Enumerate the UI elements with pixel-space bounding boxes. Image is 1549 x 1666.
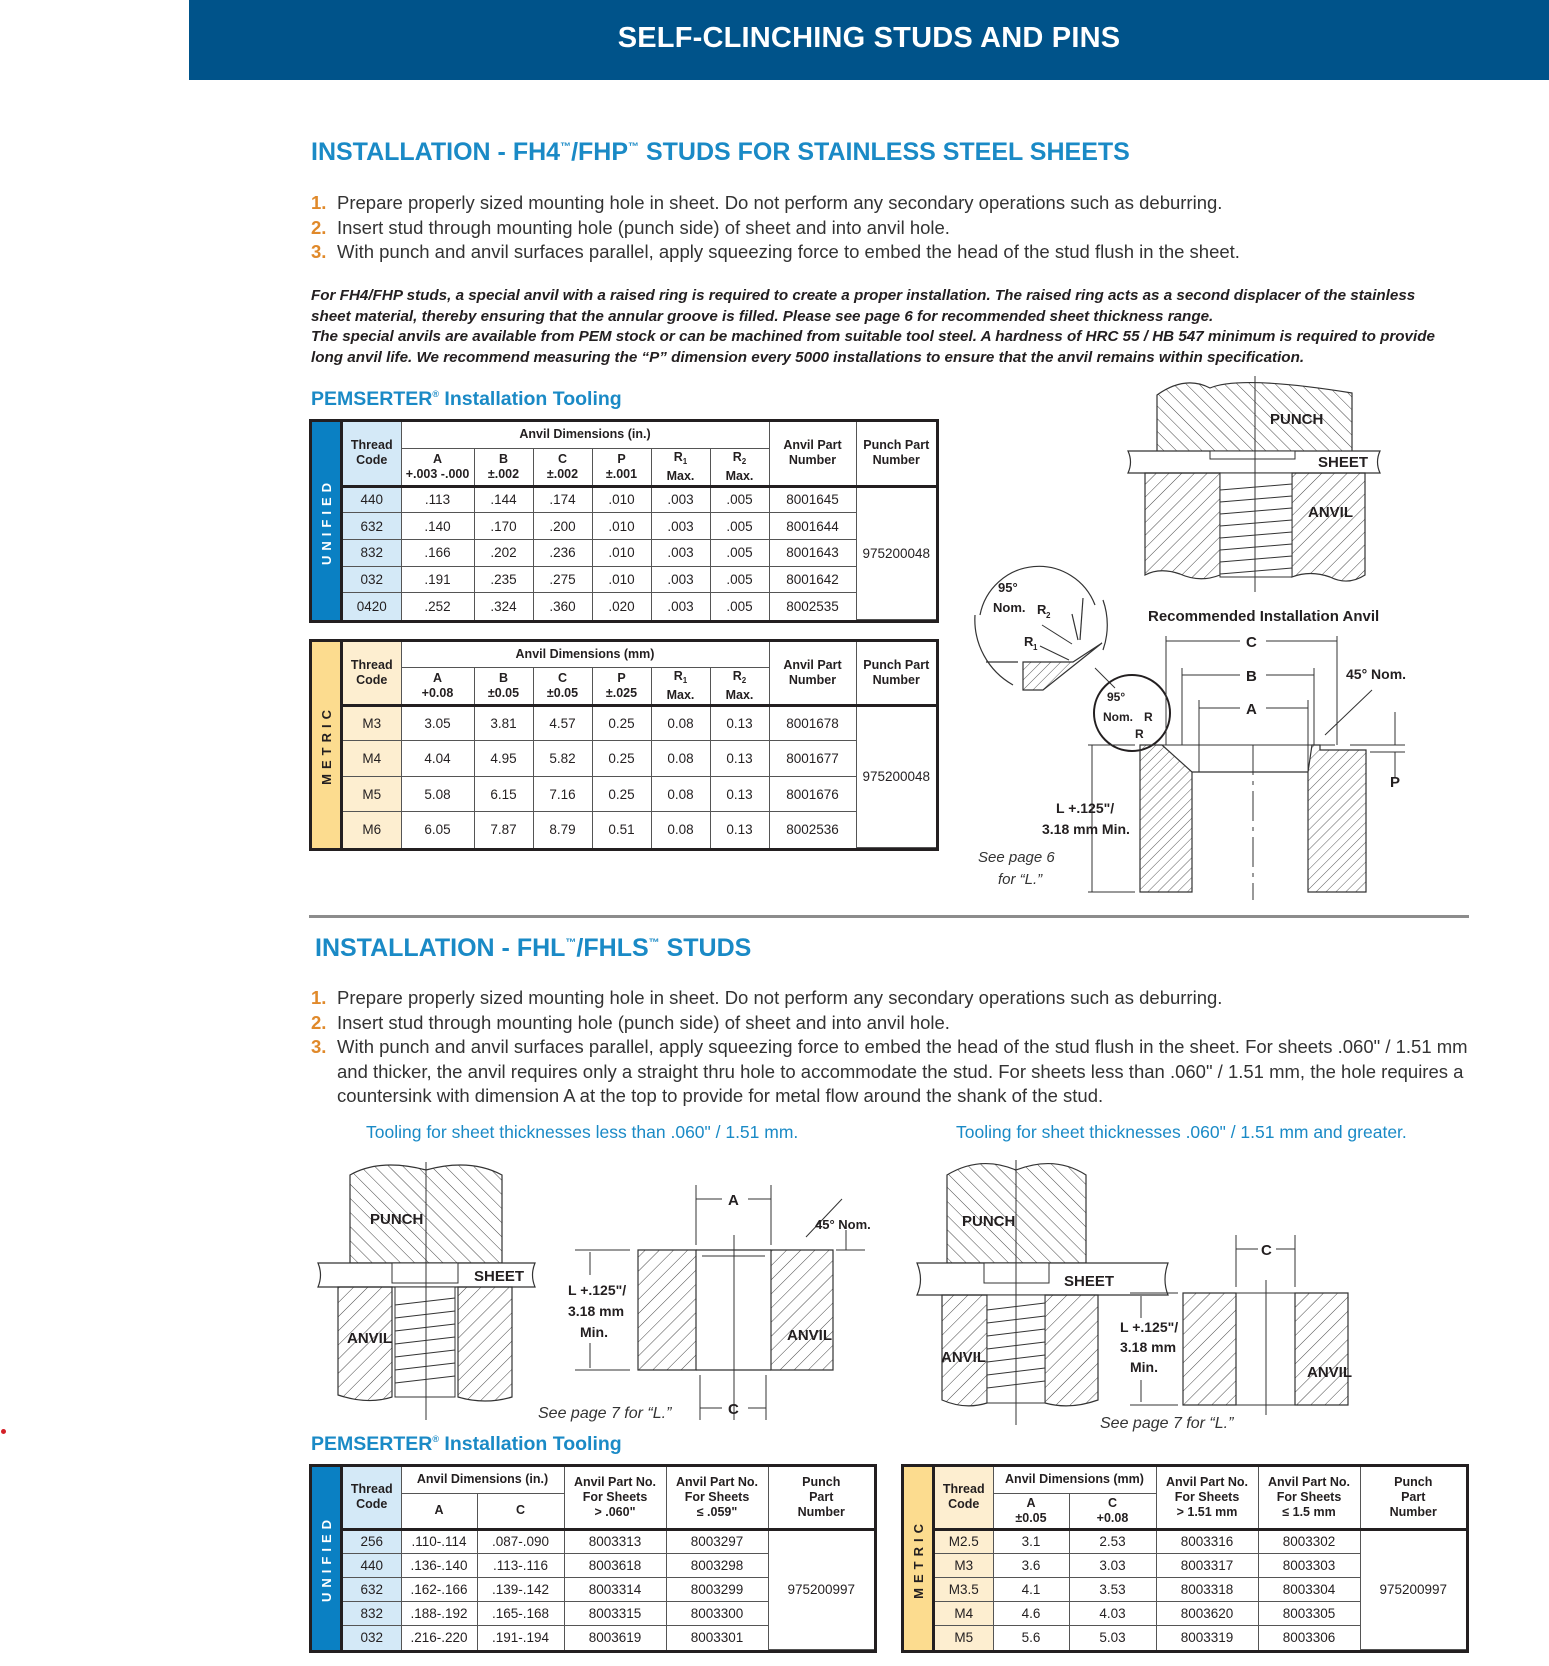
thread-code-cell: M3 (343, 705, 401, 741)
see-page-6-line2: for “L.” (998, 871, 1043, 888)
anvil-right-shape (1045, 1295, 1098, 1406)
label-anvil: ANVIL (941, 1349, 986, 1366)
label-sheet: SHEET (1318, 454, 1369, 471)
dim-r2-cell: 0.13 (710, 705, 769, 741)
dim-b-label: B (1246, 668, 1257, 685)
label-sheet: SHEET (474, 1268, 525, 1285)
section-divider (309, 915, 1469, 918)
section2-title (315, 934, 751, 963)
dim-a-cell: .113 (401, 486, 474, 513)
thread-code-header: Thread Code (343, 1467, 401, 1529)
dim-p-cell: .010 (592, 486, 651, 513)
angle-95-label: 95° (998, 580, 1018, 595)
fhl-unified-tooling-table (309, 1464, 877, 1653)
anvil-part-le-cell: 8003301 (666, 1625, 768, 1649)
nom-label: Nom. (993, 600, 1026, 615)
col-header-a: A ±0.05 (993, 1493, 1069, 1529)
dim-p-cell: .020 (592, 593, 651, 620)
anvil-part-le-cell: 8003304 (1258, 1577, 1360, 1601)
dim-p-cell: .010 (592, 566, 651, 593)
anvil-dimensions-header: Anvil Dimensions (in.) (401, 1467, 564, 1493)
dim-r1-cell: 0.08 (651, 741, 710, 777)
anvil-left-shape (1145, 473, 1220, 579)
anvil-part-gt-cell: 8003620 (1156, 1601, 1258, 1625)
step-number: 2. (311, 1011, 327, 1033)
dim-b-cell: .324 (474, 593, 533, 620)
tooling-title-text: Installation Tooling (439, 388, 622, 410)
trademark: ™ (565, 937, 577, 949)
dim-r1-cell: .003 (651, 593, 710, 620)
step-number: 1. (311, 987, 327, 1008)
r2-sub: 2 (1046, 611, 1051, 620)
dim-p-cell: 0.25 (592, 705, 651, 741)
tooling-title-text: Installation Tooling (439, 1433, 622, 1455)
dim-a-cell: 4.6 (993, 1601, 1069, 1625)
dim-r2-cell: 0.13 (710, 741, 769, 777)
col-header-a: A +0.08 (401, 667, 474, 705)
title-text: INSTALLATION - FH4 (311, 138, 561, 166)
dim-b-cell: 6.15 (474, 776, 533, 812)
tooling-title-text: PEMSERTER (311, 388, 433, 410)
anvil-part-gt-cell: 8003314 (564, 1577, 666, 1601)
metric-side-label: METRIC (312, 642, 343, 848)
dim-c-cell: .360 (533, 593, 592, 620)
dim-r2-cell: .005 (710, 539, 769, 566)
anvil-part-le-cell: 8003299 (666, 1577, 768, 1601)
dim-c-cell: 4.03 (1069, 1601, 1156, 1625)
col-header-r2: $R_2$ Max. (710, 448, 769, 486)
thread-code-header: Thread Code (343, 642, 401, 705)
dim-a-cell: .252 (401, 593, 474, 620)
dim-r2-cell: 0.13 (710, 812, 769, 848)
step-number: 3. (311, 1036, 327, 1057)
anvil-part-gt-header: Anvil Part No. For Sheets > 1.51 mm (1156, 1467, 1258, 1529)
see-page-6-line1: See page 6 (978, 849, 1055, 866)
dim-p-label: P (1390, 774, 1401, 791)
dim-c-cell: 3.53 (1069, 1577, 1156, 1601)
anvil-part-gt-cell: 8003316 (1156, 1529, 1258, 1553)
dim-c-label: C (1261, 1242, 1272, 1259)
thread-code-cell: 440 (343, 1553, 401, 1577)
step-text: With punch and anvil surfaces parallel, apply squeezing force to embed the head of the stud flush in the sheet. (337, 241, 1240, 262)
thread-code-cell: M3.5 (935, 1577, 993, 1601)
thread-code-cell: M3 (935, 1553, 993, 1577)
dim-a-label: A (728, 1192, 739, 1209)
dim-r2-cell: 0.13 (710, 776, 769, 812)
l-dimension-line1: L +.125"/ (568, 1282, 627, 1298)
punch-part-cell: 975200997 (1360, 1529, 1466, 1650)
dim-p-cell: .010 (592, 539, 651, 566)
punch-part-cell: 975200048 (856, 705, 936, 848)
anvil-part-gt-cell: 8003319 (1156, 1625, 1258, 1649)
dim-r1-cell: .003 (651, 486, 710, 513)
anvil-title: Recommended Installation Anvil (1148, 608, 1380, 625)
punch-part-header: Punch Part Number (856, 422, 936, 486)
table-row (343, 776, 936, 812)
fhl-thick-sheet-diagram (900, 1150, 1549, 1440)
dim-b-cell: .202 (474, 539, 533, 566)
label-anvil-block: ANVIL (787, 1327, 832, 1344)
col-header-c: C ±.002 (533, 448, 592, 486)
col-header-a: A (401, 1493, 477, 1529)
dim-c-cell: .191-.194 (477, 1625, 564, 1649)
dim-a-cell: .216-.220 (401, 1625, 477, 1649)
tooling-title (311, 388, 622, 411)
note-line: long anvil life. We recommend measuring the “P” dimension every 5000 installations to ensure that the anvil remains within specification. (311, 348, 1305, 366)
see-page-7: See page 7 for “L.” (538, 1405, 672, 1422)
dim-r1-cell: 0.08 (651, 812, 710, 848)
dim-c-cell: .275 (533, 566, 592, 593)
anvil-part-gt-cell: 8003317 (1156, 1553, 1258, 1577)
anvil-part-le-cell: 8003306 (1258, 1625, 1360, 1649)
col-header-r2: $R_2$ Max. (710, 667, 769, 705)
anvil-part-gt-cell: 8003315 (564, 1601, 666, 1625)
l-dimension-line2: 3.18 mm (568, 1303, 625, 1319)
col-header-r1: $R_1$ Max. (651, 667, 710, 705)
dim-a-cell: .162-.166 (401, 1577, 477, 1601)
small-r2-label: R (1144, 710, 1153, 724)
dim-p-cell: .010 (592, 513, 651, 540)
step-item (311, 986, 1481, 1011)
thread-code-cell: 256 (343, 1529, 401, 1553)
dim-c-cell: 8.79 (533, 812, 592, 848)
dim-a-cell: .110-.114 (401, 1529, 477, 1553)
angle-45-label: 45° Nom. (1346, 666, 1407, 682)
col-header-c: C (477, 1493, 564, 1529)
section1-note (311, 286, 1481, 368)
l-dimension-line1: L +.125"/ (1056, 800, 1115, 816)
metric-tooling-table (309, 639, 939, 851)
table-row (343, 705, 936, 741)
dim-c-cell: .113-.116 (477, 1553, 564, 1577)
punch-part-cell: 975200048 (856, 486, 936, 620)
anvil-dimensions-header: Anvil Dimensions (mm) (993, 1467, 1156, 1493)
thread-code-cell: 0420 (343, 593, 401, 620)
dim-b-cell: 3.81 (474, 705, 533, 741)
fhl-unified-table-grid (343, 1467, 874, 1650)
page-title: SELF-CLINCHING STUDS AND PINS (617, 22, 1121, 54)
anvil-part-cell: 8001677 (769, 741, 856, 777)
unified-side-label: UNIFIED (312, 422, 343, 620)
title-text: /FHLS (576, 934, 649, 962)
thread-code-cell: 032 (343, 566, 401, 593)
anvil-part-gt-cell: 8003313 (564, 1529, 666, 1553)
anvil-part-gt-cell: 8003618 (564, 1553, 666, 1577)
col-header-p: P ±.025 (592, 667, 651, 705)
title-text: STUDS FOR STAINLESS STEEL SHEETS (639, 138, 1130, 166)
step-item (311, 191, 1491, 216)
dim-p-cell: 0.25 (592, 776, 651, 812)
col-header-c: C +0.08 (1069, 1493, 1156, 1529)
dim-a-cell: 4.04 (401, 741, 474, 777)
anvil-part-cell: 8002536 (769, 812, 856, 848)
dim-r2-cell: .005 (710, 593, 769, 620)
thread-code-cell: M4 (343, 741, 401, 777)
table-row (343, 1529, 874, 1553)
dim-r2-cell: .005 (710, 486, 769, 513)
anvil-right-shape (1292, 473, 1365, 581)
dim-a-cell: 3.05 (401, 705, 474, 741)
small-angle-95-label: 95° (1107, 690, 1126, 704)
anvil-part-cell: 8001676 (769, 776, 856, 812)
dim-b-cell: .144 (474, 486, 533, 513)
dim-p-cell: 0.51 (592, 812, 651, 848)
l-dimension-line1: L +.125"/ (1120, 1319, 1179, 1335)
dim-c-cell: .174 (533, 486, 592, 513)
thread-code-cell: 632 (343, 1577, 401, 1601)
trademark: ™ (560, 141, 572, 153)
anvil-part-cell: 8001643 (769, 539, 856, 566)
anvil-section-right (1308, 745, 1366, 892)
anvil-part-cell: 8001642 (769, 566, 856, 593)
label-anvil: ANVIL (347, 1330, 392, 1347)
dim-c-cell: 2.53 (1069, 1529, 1156, 1553)
stud-head (392, 1263, 458, 1283)
anvil-right-shape (458, 1287, 512, 1401)
trademark: ™ (628, 141, 640, 153)
step-item (311, 240, 1491, 265)
tooling-title-2 (311, 1433, 622, 1456)
thread-code-cell: 032 (343, 1625, 401, 1649)
page-header (189, 0, 1549, 80)
punch-part-header: Punch Part Number (768, 1467, 874, 1529)
anvil-part-le-cell: 8003300 (666, 1601, 768, 1625)
dim-r1-cell: 0.08 (651, 776, 710, 812)
step-text: Prepare properly sized mounting hole in sheet. Do not perform any secondary operations such as deburring. (337, 987, 1223, 1008)
table-row (343, 812, 936, 848)
dim-r2-cell: .005 (710, 513, 769, 540)
col-header-b: B ±.002 (474, 448, 533, 486)
r2-label: R (1037, 602, 1047, 617)
tooling-title-text: PEMSERTER (311, 1433, 433, 1455)
title-text: /FHP (571, 138, 629, 166)
dim-r1-cell: .003 (651, 539, 710, 566)
dim-a-cell: 6.05 (401, 812, 474, 848)
step-number: 3. (311, 241, 327, 262)
section1-title (311, 138, 1130, 167)
anvil-part-le-header: Anvil Part No. For Sheets ≤ .059" (666, 1467, 768, 1529)
punch-part-header: Punch Part Number (856, 642, 936, 705)
dim-c-label: C (728, 1401, 739, 1418)
stud-threads (395, 1287, 455, 1397)
dim-a-cell: 3.6 (993, 1553, 1069, 1577)
step-item (311, 1035, 1481, 1109)
unified-table-grid (343, 422, 936, 620)
anvil-part-gt-cell: 8003318 (1156, 1577, 1258, 1601)
thread-code-header: Thread Code (343, 422, 401, 486)
anvil-part-header: Anvil Part Number (769, 642, 856, 705)
dim-a-cell: .166 (401, 539, 474, 566)
anvil-part-cell: 8001645 (769, 486, 856, 513)
l-dimension-line2: 3.18 mm Min. (1042, 821, 1130, 837)
l-dimension-line3: Min. (580, 1324, 608, 1340)
table-row (343, 593, 936, 620)
anvil-part-le-cell: 8003298 (666, 1553, 768, 1577)
stud-threads (1220, 473, 1292, 577)
thread-code-cell: 632 (343, 513, 401, 540)
anvil-part-le-cell: 8003302 (1258, 1529, 1360, 1553)
small-nom-label: Nom. (1103, 710, 1133, 724)
label-anvil: ANVIL (1308, 504, 1353, 521)
fhl-thin-sheet-diagram (300, 1150, 880, 1425)
label-anvil-block: ANVIL (1307, 1364, 1352, 1381)
fhl-metric-table-grid (935, 1467, 1466, 1650)
note-line: The special anvils are available from PEM stock or can be machined from suitable tool steel. A hardness of HRC 55 / HB 547 minimum is required to provide (311, 328, 1435, 345)
step-text: Insert stud through mounting hole (punch side) of sheet and into anvil hole. (337, 1011, 950, 1033)
dim-a-cell: 4.1 (993, 1577, 1069, 1601)
stud-head (1210, 451, 1295, 459)
dim-c-cell: 7.16 (533, 776, 592, 812)
dim-b-cell: .235 (474, 566, 533, 593)
dim-a-cell: .188-.192 (401, 1601, 477, 1625)
anvil-block-left (1183, 1293, 1236, 1405)
col-header-c: C ±0.05 (533, 667, 592, 705)
dim-c-cell: .200 (533, 513, 592, 540)
dim-c-cell: .087-.090 (477, 1529, 564, 1553)
anvil-part-cell: 8002535 (769, 593, 856, 620)
unified-side-label: UNIFIED (312, 1467, 343, 1650)
dim-a-cell: .136-.140 (401, 1553, 477, 1577)
r1-label: R (1024, 634, 1034, 649)
dim-c-cell: .236 (533, 539, 592, 566)
step-item (311, 216, 1491, 241)
dim-p-cell: 0.25 (592, 741, 651, 777)
caption-thick-sheets: Tooling for sheet thicknesses .060" / 1.51 mm and greater. (956, 1122, 1407, 1142)
dim-b-cell: 7.87 (474, 812, 533, 848)
registered-mark: ® (432, 1434, 439, 1444)
small-r1-label: R (1135, 727, 1144, 741)
dim-r1-cell: .003 (651, 566, 710, 593)
anvil-part-le-cell: 8003305 (1258, 1601, 1360, 1625)
anvil-part-gt-header: Anvil Part No. For Sheets > .060" (564, 1467, 666, 1529)
table-row (343, 486, 936, 513)
punch-part-header: Punch Part Number (1360, 1467, 1466, 1529)
section2-steps (311, 986, 1481, 1109)
thread-code-cell: M5 (935, 1625, 993, 1649)
dim-a-cell: 5.6 (993, 1625, 1069, 1649)
step-text: Insert stud through mounting hole (punch side) of sheet and into anvil hole. (337, 216, 950, 238)
thread-code-cell: 832 (343, 1601, 401, 1625)
dim-c-cell: 4.57 (533, 705, 592, 741)
dim-b-cell: 4.95 (474, 741, 533, 777)
step-number: 1. (311, 192, 327, 213)
thread-code-cell: M5 (343, 776, 401, 812)
thread-code-cell: M2.5 (935, 1529, 993, 1553)
anvil-part-gt-cell: 8003619 (564, 1625, 666, 1649)
registered-mark: ® (432, 389, 439, 399)
punch-part-cell: 975200997 (768, 1529, 874, 1650)
note-line: For FH4/FHP studs, a special anvil with a raised ring is required to create a proper installation. The raised ring acts as a second displacer of the stainless (311, 287, 1416, 304)
label-punch: PUNCH (962, 1213, 1016, 1230)
dim-c-cell: .139-.142 (477, 1577, 564, 1601)
l-dimension-line2: 3.18 mm (1120, 1339, 1177, 1355)
note-line: sheet material, thereby ensuring that the annular groove is filled. Please see page 6 for recommended sheet thickness range. (311, 307, 1214, 325)
dim-a-cell: 5.08 (401, 776, 474, 812)
table-row (343, 513, 936, 540)
r1-sub: 1 (1033, 643, 1038, 652)
anvil-block-right (771, 1250, 833, 1370)
dim-b-cell: .170 (474, 513, 533, 540)
anvil-part-header: Anvil Part Number (769, 422, 856, 486)
anvil-part-le-cell: 8003297 (666, 1529, 768, 1553)
anvil-part-le-header: Anvil Part No. For Sheets ≤ 1.5 mm (1258, 1467, 1360, 1529)
anvil-part-cell: 8001644 (769, 513, 856, 540)
thread-code-cell: M4 (935, 1601, 993, 1625)
label-sheet: SHEET (1064, 1273, 1115, 1290)
title-text: INSTALLATION - FHL (315, 934, 566, 962)
dim-c-cell: 5.82 (533, 741, 592, 777)
step-number: 2. (311, 216, 327, 238)
section1-steps (311, 191, 1491, 265)
red-dot-mark (1, 1429, 6, 1434)
step-text: With punch and anvil surfaces parallel, apply squeezing force to embed the head of the stud flush in the sheet. For sheets .060" / 1.51 mm and thicker, the anvil requires only a straight thru hole to accommodate the stud. For sheets less than .060" / 1.51 mm, the hole requires a countersink with dimension A at the top to provide for metal flow around the shank of the stud. (337, 1036, 1468, 1106)
thread-code-header: Thread Code (935, 1467, 993, 1529)
table-row (935, 1529, 1466, 1553)
step-item (311, 1011, 1481, 1036)
thread-code-cell: 832 (343, 539, 401, 566)
dim-c-cell: 5.03 (1069, 1625, 1156, 1649)
title-text: STUDS (659, 934, 752, 962)
thread-code-cell: M6 (343, 812, 401, 848)
dim-r2-cell: .005 (710, 566, 769, 593)
dim-c-cell: .165-.168 (477, 1601, 564, 1625)
label-punch: PUNCH (1270, 411, 1324, 428)
anvil-block-left (638, 1250, 696, 1370)
trademark: ™ (648, 937, 660, 949)
anvil-section-left (1140, 745, 1192, 892)
unified-tooling-table (309, 419, 939, 623)
anvil-part-cell: 8001678 (769, 705, 856, 741)
l-dimension-line3: Min. (1130, 1359, 1158, 1375)
label-punch: PUNCH (370, 1211, 424, 1228)
caption-thin-sheets: Tooling for sheet thicknesses less than .060" / 1.51 mm. (366, 1122, 799, 1142)
fh4-installation-diagram (955, 370, 1425, 910)
fhl-metric-tooling-table (901, 1464, 1469, 1653)
table-row (343, 539, 936, 566)
col-header-a: A +.003 -.000 (401, 448, 474, 486)
dim-a-cell: .191 (401, 566, 474, 593)
table-row (343, 566, 936, 593)
table-row (343, 741, 936, 777)
dim-r1-cell: .003 (651, 513, 710, 540)
anvil-block-right (1295, 1293, 1348, 1405)
dim-a-cell: .140 (401, 513, 474, 540)
angle-45-label: 45° Nom. (815, 1217, 871, 1232)
step-text: Prepare properly sized mounting hole in sheet. Do not perform any secondary operations such as deburring. (337, 192, 1223, 213)
anvil-part-le-cell: 8003303 (1258, 1553, 1360, 1577)
col-header-p: P ±.001 (592, 448, 651, 486)
see-page-7: See page 7 for “L.” (1100, 1415, 1234, 1432)
dim-c-label: C (1246, 634, 1257, 651)
metric-side-label: METRIC (904, 1467, 935, 1650)
metric-table-grid (343, 642, 936, 848)
col-header-b: B ±0.05 (474, 667, 533, 705)
dim-r1-cell: 0.08 (651, 705, 710, 741)
dim-c-cell: 3.03 (1069, 1553, 1156, 1577)
col-header-r1: $R_1$ Max. (651, 448, 710, 486)
dim-a-cell: 3.1 (993, 1529, 1069, 1553)
dim-a-label: A (1246, 701, 1257, 718)
anvil-dimensions-header: Anvil Dimensions (mm) (401, 642, 769, 667)
anvil-dimensions-header: Anvil Dimensions (in.) (401, 422, 769, 448)
thread-code-cell: 440 (343, 486, 401, 513)
